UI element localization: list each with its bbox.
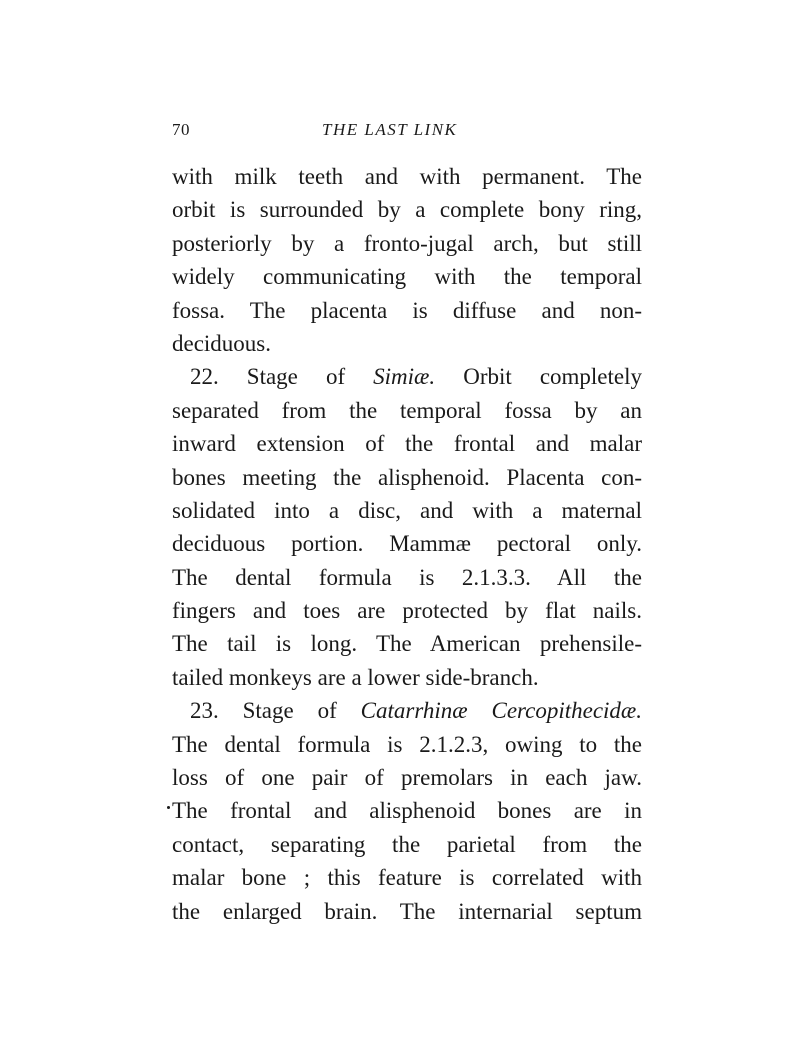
text-line-paragraph-start: 22. Stage of Simiæ. Orbit completely	[190, 364, 642, 390]
text-line: tailed monkeys are a lower side-branch.	[172, 664, 539, 690]
text-line: The tail is long. The American prehensile-	[172, 631, 642, 657]
text-line: fossa. The placenta is diffuse and non-	[172, 297, 642, 323]
page-number: 70	[172, 120, 190, 139]
text-line: widely communicating with the temporal	[172, 264, 642, 290]
body-text	[172, 160, 642, 928]
text-line: loss of one pair of premolars in each jaw.	[172, 765, 642, 791]
text-line: bones meeting the alisphenoid. Placenta con-	[172, 464, 642, 490]
text-line-paragraph-start: 23. Stage of Catarrhinæ Cercopithecidæ.	[190, 698, 643, 724]
text-line: fingers and toes are protected by flat nails.	[172, 598, 642, 624]
text-line: malar bone ; this feature is correlated with	[172, 865, 642, 891]
text-line: deciduous.	[172, 330, 272, 356]
text-line: posteriorly by a fronto-jugal arch, but still	[172, 230, 642, 256]
text-line: inward extension of the frontal and malar	[172, 431, 642, 457]
text-line: The frontal and alisphenoid bones are in	[172, 798, 642, 824]
taxon-name: Catarrhinæ	[360, 698, 468, 724]
text-line: The dental formula is 2.1.3.3. All the	[172, 564, 642, 590]
text-line: separated from the temporal fossa by an	[172, 397, 642, 423]
text-line: contact, separating the parietal from the	[172, 831, 642, 857]
taxon-name: Simiæ.	[373, 364, 436, 390]
text-line: orbit is surrounded by a complete bony ring,	[172, 197, 642, 223]
page-header	[172, 120, 642, 144]
text-line: The dental formula is 2.1.2.3, owing to the	[172, 731, 642, 757]
text-line: the enlarged brain. The internarial septum	[172, 898, 642, 924]
text-line: solidated into a disc, and with a maternal	[172, 497, 642, 523]
text-line: with milk teeth and with permanent. The	[172, 164, 642, 189]
running-head: THE LAST LINK	[322, 120, 458, 139]
ink-speck	[167, 806, 170, 809]
text-line: deciduous portion. Mammæ pectoral only.	[172, 531, 642, 557]
taxon-name: Cercopithecidæ.	[491, 698, 643, 724]
